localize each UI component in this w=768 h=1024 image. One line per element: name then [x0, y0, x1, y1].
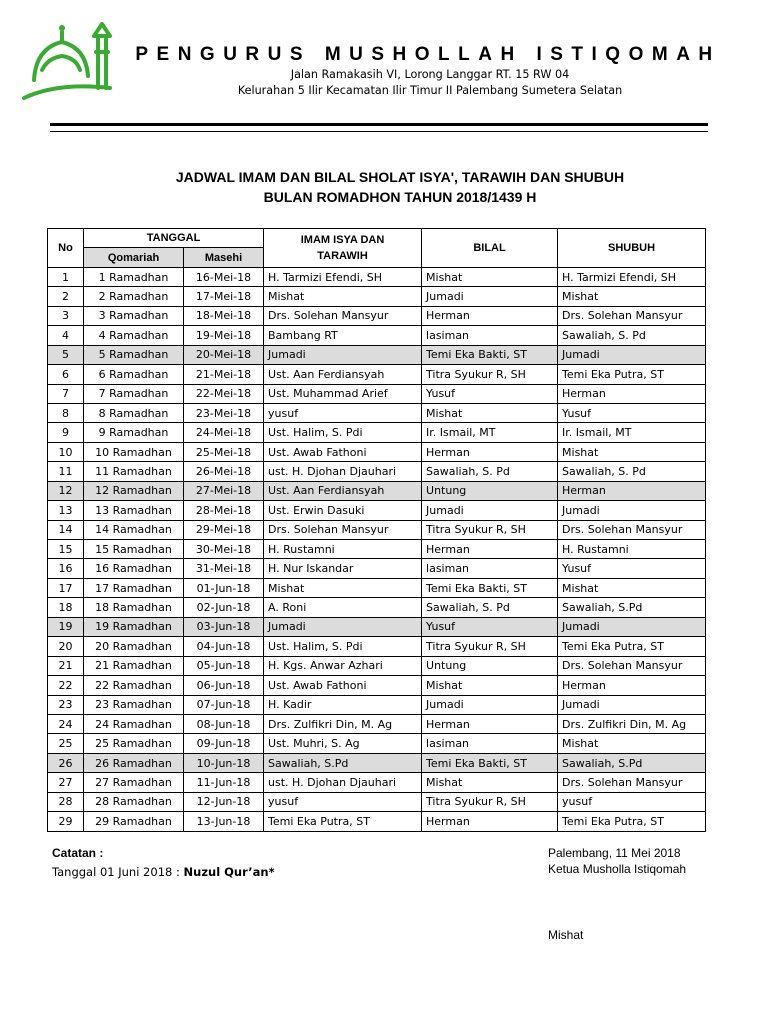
cell-imam: Drs. Zulfikri Din, M. Ag: [264, 714, 422, 733]
table-row: [48, 403, 706, 422]
cell-qomariah: 6 Ramadhan: [84, 365, 184, 384]
cell-bilal: lasiman: [422, 559, 558, 578]
cell-no: 19: [48, 617, 84, 636]
signature-place-date: Palembang, 11 Mei 2018: [548, 846, 681, 860]
notes-label: Catatan :: [52, 846, 104, 860]
cell-shubuh: Sawaliah, S. Pd: [558, 462, 706, 481]
cell-masehi: 27-Mei-18: [184, 481, 264, 500]
signature-name: Mishat: [548, 928, 584, 942]
cell-qomariah: 28 Ramadhan: [84, 792, 184, 811]
cell-bilal: Titra Syukur R, SH: [422, 792, 558, 811]
table-row: [48, 714, 706, 733]
cell-masehi: 03-Jun-18: [184, 617, 264, 636]
cell-no: 10: [48, 442, 84, 461]
cell-shubuh: Temi Eka Putra, ST: [558, 637, 706, 656]
cell-masehi: 21-Mei-18: [184, 365, 264, 384]
table-row: [48, 462, 706, 481]
cell-qomariah: 24 Ramadhan: [84, 714, 184, 733]
cell-masehi: 08-Jun-18: [184, 714, 264, 733]
cell-qomariah: 11 Ramadhan: [84, 462, 184, 481]
cell-no: 9: [48, 423, 84, 442]
cell-masehi: 07-Jun-18: [184, 695, 264, 714]
notes-event: Nuzul Qur’an*: [183, 865, 275, 879]
cell-masehi: 11-Jun-18: [184, 773, 264, 792]
cell-bilal: lasiman: [422, 734, 558, 753]
cell-imam: H. Tarmizi Efendi, SH: [264, 267, 422, 286]
cell-shubuh: Sawaliah, S.Pd: [558, 598, 706, 617]
mosque-logo-icon: [18, 18, 114, 106]
cell-no: 13: [48, 501, 84, 520]
cell-masehi: 05-Jun-18: [184, 656, 264, 675]
cell-imam: H. Nur Iskandar: [264, 559, 422, 578]
header-qomariah: Qomariah: [84, 248, 184, 267]
table-row: [48, 501, 706, 520]
schedule-subtitle: BULAN ROMADHON TAHUN 2018/1439 H: [263, 189, 537, 205]
table-row: [48, 676, 706, 695]
cell-no: 17: [48, 578, 84, 597]
cell-bilal: Herman: [422, 442, 558, 461]
cell-shubuh: Sawaliah, S.Pd: [558, 753, 706, 772]
header-imam: [264, 229, 422, 268]
header-masehi: Masehi: [184, 248, 264, 267]
header-shubuh: SHUBUH: [558, 229, 706, 268]
cell-no: 27: [48, 773, 84, 792]
cell-no: 28: [48, 792, 84, 811]
table-row: [48, 637, 706, 656]
cell-masehi: 09-Jun-18: [184, 734, 264, 753]
table-row: [48, 306, 706, 325]
cell-bilal: Untung: [422, 656, 558, 675]
cell-imam: Jumadi: [264, 345, 422, 364]
cell-shubuh: Drs. Solehan Mansyur: [558, 773, 706, 792]
cell-bilal: Herman: [422, 812, 558, 831]
cell-masehi: 24-Mei-18: [184, 423, 264, 442]
cell-masehi: 23-Mei-18: [184, 403, 264, 422]
table-row: [48, 384, 706, 403]
cell-bilal: Temi Eka Bakti, ST: [422, 753, 558, 772]
cell-imam: yusuf: [264, 792, 422, 811]
cell-bilal: Titra Syukur R, SH: [422, 365, 558, 384]
table-row: [48, 345, 706, 364]
cell-qomariah: 1 Ramadhan: [84, 267, 184, 286]
header-imam-line2: TARAWIH: [317, 249, 368, 262]
cell-imam: H. Kadir: [264, 695, 422, 714]
cell-qomariah: 17 Ramadhan: [84, 578, 184, 597]
schedule-title: JADWAL IMAM DAN BILAL SHOLAT ISYA', TARAWIH DAN SHUBUH: [175, 169, 625, 185]
cell-imam: Mishat: [264, 578, 422, 597]
cell-masehi: 13-Jun-18: [184, 812, 264, 831]
cell-shubuh: Jumadi: [558, 345, 706, 364]
cell-qomariah: 27 Ramadhan: [84, 773, 184, 792]
cell-no: 15: [48, 540, 84, 559]
cell-shubuh: Yusuf: [558, 559, 706, 578]
cell-bilal: Mishat: [422, 773, 558, 792]
cell-imam: Ust. Halim, S. Pdi: [264, 637, 422, 656]
header-bilal: BILAL: [422, 229, 558, 268]
cell-shubuh: H. Rustamni: [558, 540, 706, 559]
schedule-table: [47, 228, 706, 832]
cell-shubuh: Herman: [558, 384, 706, 403]
table-row: [48, 442, 706, 461]
cell-bilal: lasiman: [422, 326, 558, 345]
table-row: [48, 656, 706, 675]
cell-qomariah: 8 Ramadhan: [84, 403, 184, 422]
cell-imam: Temi Eka Putra, ST: [264, 812, 422, 831]
cell-bilal: Titra Syukur R, SH: [422, 520, 558, 539]
cell-bilal: Untung: [422, 481, 558, 500]
cell-shubuh: Mishat: [558, 578, 706, 597]
cell-shubuh: Mishat: [558, 287, 706, 306]
cell-shubuh: Herman: [558, 481, 706, 500]
cell-masehi: 01-Jun-18: [184, 578, 264, 597]
cell-qomariah: 16 Ramadhan: [84, 559, 184, 578]
table-row: [48, 812, 706, 831]
cell-imam: Mishat: [264, 287, 422, 306]
cell-qomariah: 29 Ramadhan: [84, 812, 184, 831]
cell-no: 24: [48, 714, 84, 733]
cell-no: 2: [48, 287, 84, 306]
cell-no: 14: [48, 520, 84, 539]
cell-shubuh: H. Tarmizi Efendi, SH: [558, 267, 706, 286]
cell-imam: ust. H. Djohan Djauhari: [264, 462, 422, 481]
table-row: [48, 365, 706, 384]
cell-masehi: 12-Jun-18: [184, 792, 264, 811]
table-row: [48, 326, 706, 345]
cell-shubuh: Drs. Solehan Mansyur: [558, 520, 706, 539]
table-row: [48, 423, 706, 442]
table-row: [48, 578, 706, 597]
cell-masehi: 25-Mei-18: [184, 442, 264, 461]
cell-qomariah: 19 Ramadhan: [84, 617, 184, 636]
table-row: [48, 792, 706, 811]
cell-bilal: Temi Eka Bakti, ST: [422, 345, 558, 364]
cell-imam: A. Roni: [264, 598, 422, 617]
cell-imam: H. Kgs. Anwar Azhari: [264, 656, 422, 675]
cell-bilal: Jumadi: [422, 287, 558, 306]
cell-shubuh: Mishat: [558, 442, 706, 461]
cell-masehi: 16-Mei-18: [184, 267, 264, 286]
cell-shubuh: Sawaliah, S. Pd: [558, 326, 706, 345]
cell-no: 12: [48, 481, 84, 500]
cell-shubuh: Drs. Solehan Mansyur: [558, 306, 706, 325]
cell-shubuh: Jumadi: [558, 695, 706, 714]
cell-imam: ust. H. Djohan Djauhari: [264, 773, 422, 792]
cell-shubuh: Herman: [558, 676, 706, 695]
cell-qomariah: 20 Ramadhan: [84, 637, 184, 656]
table-row: [48, 287, 706, 306]
cell-imam: Ust. Aan Ferdiansyah: [264, 481, 422, 500]
cell-masehi: 06-Jun-18: [184, 676, 264, 695]
cell-no: 1: [48, 267, 84, 286]
cell-no: 8: [48, 403, 84, 422]
header-imam-line1: IMAM ISYA DAN: [300, 233, 385, 246]
cell-masehi: 30-Mei-18: [184, 540, 264, 559]
cell-imam: Drs. Solehan Mansyur: [264, 306, 422, 325]
table-row: [48, 617, 706, 636]
cell-no: 20: [48, 637, 84, 656]
cell-shubuh: Temi Eka Putra, ST: [558, 812, 706, 831]
cell-imam: Jumadi: [264, 617, 422, 636]
header-tanggal: TANGGAL: [84, 229, 264, 248]
table-row: [48, 753, 706, 772]
cell-qomariah: 23 Ramadhan: [84, 695, 184, 714]
cell-qomariah: 14 Ramadhan: [84, 520, 184, 539]
cell-bilal: Jumadi: [422, 501, 558, 520]
cell-qomariah: 9 Ramadhan: [84, 423, 184, 442]
cell-bilal: Mishat: [422, 676, 558, 695]
table-row: [48, 481, 706, 500]
cell-masehi: 19-Mei-18: [184, 326, 264, 345]
cell-qomariah: 21 Ramadhan: [84, 656, 184, 675]
header-divider-thin: [50, 131, 708, 132]
cell-imam: Ust. Aan Ferdiansyah: [264, 365, 422, 384]
cell-no: 4: [48, 326, 84, 345]
address-line-2: Kelurahan 5 Ilir Kecamatan Ilir Timur II Palembang Sumetera Selatan: [237, 84, 623, 97]
table-row: [48, 695, 706, 714]
cell-bilal: Herman: [422, 540, 558, 559]
cell-masehi: 20-Mei-18: [184, 345, 264, 364]
table-row: [48, 773, 706, 792]
cell-imam: Drs. Solehan Mansyur: [264, 520, 422, 539]
cell-qomariah: 15 Ramadhan: [84, 540, 184, 559]
cell-imam: Ust. Muhri, S. Ag: [264, 734, 422, 753]
cell-shubuh: Yusuf: [558, 403, 706, 422]
cell-imam: Ust. Erwin Dasuki: [264, 501, 422, 520]
table-row: [48, 520, 706, 539]
signature-title: Ketua Musholla Istiqomah: [548, 862, 687, 876]
cell-no: 16: [48, 559, 84, 578]
cell-masehi: 18-Mei-18: [184, 306, 264, 325]
cell-qomariah: 13 Ramadhan: [84, 501, 184, 520]
cell-shubuh: Jumadi: [558, 501, 706, 520]
cell-masehi: 17-Mei-18: [184, 287, 264, 306]
cell-bilal: Yusuf: [422, 384, 558, 403]
table-row: [48, 540, 706, 559]
cell-masehi: 31-Mei-18: [184, 559, 264, 578]
notes-text: [52, 865, 275, 879]
table-row: [48, 559, 706, 578]
cell-shubuh: Drs. Zulfikri Din, M. Ag: [558, 714, 706, 733]
cell-qomariah: 25 Ramadhan: [84, 734, 184, 753]
cell-qomariah: 5 Ramadhan: [84, 345, 184, 364]
cell-no: 26: [48, 753, 84, 772]
cell-no: 23: [48, 695, 84, 714]
cell-masehi: 22-Mei-18: [184, 384, 264, 403]
cell-shubuh: Temi Eka Putra, ST: [558, 365, 706, 384]
address-line-1: Jalan Ramakasih VI, Lorong Langgar RT. 15 RW 04: [290, 68, 570, 81]
cell-bilal: Yusuf: [422, 617, 558, 636]
cell-masehi: 26-Mei-18: [184, 462, 264, 481]
cell-qomariah: 26 Ramadhan: [84, 753, 184, 772]
cell-bilal: Mishat: [422, 267, 558, 286]
cell-masehi: 10-Jun-18: [184, 753, 264, 772]
cell-no: 29: [48, 812, 84, 831]
cell-no: 25: [48, 734, 84, 753]
cell-bilal: Sawaliah, S. Pd: [422, 462, 558, 481]
cell-bilal: Herman: [422, 306, 558, 325]
header-divider-thick: [50, 123, 708, 126]
cell-shubuh: Ir. Ismail, MT: [558, 423, 706, 442]
cell-bilal: Titra Syukur R, SH: [422, 637, 558, 656]
cell-bilal: Jumadi: [422, 695, 558, 714]
org-name: PENGURUS MUSHOLLAH ISTIQOMAH: [135, 44, 721, 65]
cell-imam: H. Rustamni: [264, 540, 422, 559]
cell-no: 21: [48, 656, 84, 675]
cell-masehi: 04-Jun-18: [184, 637, 264, 656]
cell-no: 6: [48, 365, 84, 384]
cell-masehi: 29-Mei-18: [184, 520, 264, 539]
cell-no: 11: [48, 462, 84, 481]
cell-no: 7: [48, 384, 84, 403]
cell-qomariah: 2 Ramadhan: [84, 287, 184, 306]
cell-no: 5: [48, 345, 84, 364]
table-row: [48, 734, 706, 753]
cell-qomariah: 3 Ramadhan: [84, 306, 184, 325]
cell-imam: Ust. Muhammad Arief: [264, 384, 422, 403]
cell-masehi: 02-Jun-18: [184, 598, 264, 617]
cell-imam: Ust. Awab Fathoni: [264, 442, 422, 461]
table-row: [48, 598, 706, 617]
cell-imam: Ust. Awab Fathoni: [264, 676, 422, 695]
cell-qomariah: 10 Ramadhan: [84, 442, 184, 461]
header-no: No: [48, 229, 84, 268]
notes-date: Tanggal 01 Juni 2018 :: [52, 865, 184, 879]
cell-no: 3: [48, 306, 84, 325]
cell-qomariah: 7 Ramadhan: [84, 384, 184, 403]
cell-bilal: Ir. Ismail, MT: [422, 423, 558, 442]
cell-imam: Ust. Halim, S. Pdi: [264, 423, 422, 442]
cell-shubuh: Drs. Solehan Mansyur: [558, 656, 706, 675]
cell-qomariah: 18 Ramadhan: [84, 598, 184, 617]
cell-imam: Bambang RT: [264, 326, 422, 345]
cell-shubuh: Mishat: [558, 734, 706, 753]
cell-imam: yusuf: [264, 403, 422, 422]
cell-bilal: Sawaliah, S. Pd: [422, 598, 558, 617]
cell-bilal: Herman: [422, 714, 558, 733]
cell-no: 22: [48, 676, 84, 695]
cell-masehi: 28-Mei-18: [184, 501, 264, 520]
cell-shubuh: yusuf: [558, 792, 706, 811]
cell-shubuh: Jumadi: [558, 617, 706, 636]
cell-bilal: Temi Eka Bakti, ST: [422, 578, 558, 597]
cell-qomariah: 12 Ramadhan: [84, 481, 184, 500]
cell-qomariah: 4 Ramadhan: [84, 326, 184, 345]
cell-bilal: Mishat: [422, 403, 558, 422]
cell-no: 18: [48, 598, 84, 617]
cell-qomariah: 22 Ramadhan: [84, 676, 184, 695]
cell-imam: Sawaliah, S.Pd: [264, 753, 422, 772]
table-row: [48, 267, 706, 286]
